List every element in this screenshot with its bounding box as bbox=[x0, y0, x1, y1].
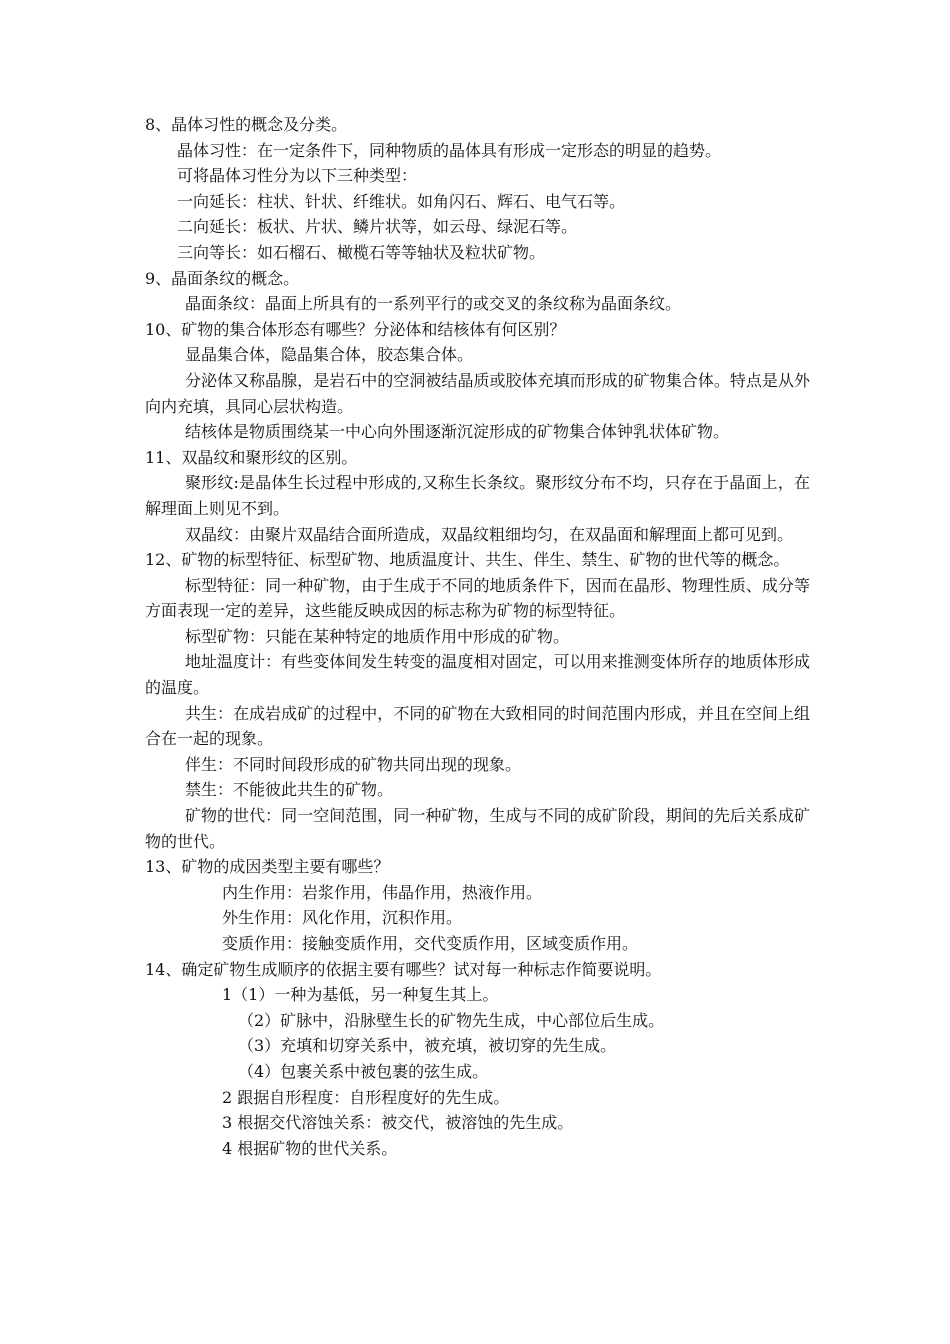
association: 伴生：不同时间段形成的矿物共同出现的现象。 bbox=[185, 754, 522, 774]
question-8-heading: 8、晶体习性的概念及分类。 bbox=[145, 115, 348, 134]
order-item-4: 4 根据矿物的世代关系。 bbox=[222, 1138, 398, 1158]
endogenic-process: 内生作用：岩浆作用，伟晶作用，热液作用。 bbox=[222, 882, 543, 902]
incompatible: 禁生：不能彼此共生的矿物。 bbox=[185, 780, 394, 800]
geothermometer: 地址温度计：有些变体间发生转变的温度相对固定，可以用来推测变体所存的地质体形成的温度。 bbox=[145, 652, 810, 698]
question-11-heading: 11、双晶纹和聚形纹的区别。 bbox=[145, 447, 358, 467]
nodule-definition: 结核体是物质围绕某一中心向外围逐渐沉淀形成的矿物集合体钟乳状体矿物。 bbox=[185, 422, 730, 442]
twin-striation: 双晶纹：由聚片双晶结合面所造成，双晶纹粗细均匀，在双晶面和解理面上都可见到。 bbox=[185, 524, 794, 544]
mineral-generation: 矿物的世代：同一空间范围，同一种矿物，生成与不同的成矿阶段，期间的先后关系成矿物的世代。 bbox=[145, 806, 810, 851]
typomorphic-feature: 标型特征：同一种矿物，由于生成于不同的地质条件下，因而在晶形、物理性质、成分等方面表现一定的差异，这些能反映成因的标志称为矿物的标型特征。 bbox=[145, 575, 810, 621]
question-12-heading: 12、矿物的标型特征、标型矿物、地质温度计、共生、伴生、禁生、矿物的世代等的概念。 bbox=[145, 550, 790, 570]
aggregate-types: 显晶集合体，隐晶集合体，胶态集合体。 bbox=[185, 345, 474, 365]
exogenic-process: 外生作用：风化作用，沉积作用。 bbox=[222, 908, 463, 928]
habit-type-1d: 一向延长：柱状、针状、纤维状。如角闪石、辉石、电气石等。 bbox=[177, 191, 626, 211]
order-item-1-3: （3）充填和切穿关系中，被充填，被切穿的先生成。 bbox=[238, 1036, 617, 1056]
metamorphic-process: 变质作用：接触变质作用，交代变质作用，区域变质作用。 bbox=[222, 934, 639, 953]
question-9-heading: 9、晶面条纹的概念。 bbox=[145, 268, 300, 288]
habit-type-2d: 二向延长：板状、片状、鳞片状等，如云母、绿泥石等。 bbox=[177, 217, 578, 237]
question-10-heading: 10、矿物的集合体形态有哪些？分泌体和结核体有何区别？ bbox=[145, 319, 566, 339]
secretion-definition: 分泌体又称晶腺，是岩石中的空洞被结晶质或胶体充填而形成的矿物集合体。特点是从外向内充填，具同心层状构造。 bbox=[145, 370, 810, 416]
question-14-heading: 14、确定矿物生成顺序的依据主要有哪些？试对每一种标志作简要说明。 bbox=[145, 959, 662, 979]
crystal-striation-definition: 晶面条纹：晶面上所具有的一系列平行的或交叉的条纹称为晶面条纹。 bbox=[185, 294, 682, 314]
typomorphic-mineral: 标型矿物：只能在某种特定的地质作用中形成的矿物。 bbox=[185, 626, 570, 646]
habit-type-3d: 三向等长：如石榴石、橄榄石等等轴状及粒状矿物。 bbox=[177, 242, 546, 262]
order-item-1-2: （2）矿脉中，沿脉壁生长的矿物先生成，中心部位后生成。 bbox=[238, 1010, 665, 1030]
paragenesis: 共生：在成岩成矿的过程中，不同的矿物在大致相同的时间范围内形成，并且在空间上组合在一起的现象。 bbox=[145, 703, 810, 749]
crystal-habit-types-intro: 可将晶体习性分为以下三种类型： bbox=[177, 166, 418, 186]
order-item-2: 2 跟据自形程度：自形程度好的先生成。 bbox=[222, 1087, 510, 1107]
question-13-heading: 13、矿物的成因类型主要有哪些？ bbox=[145, 857, 390, 877]
order-item-1-1: 1（1）一种为基低，另一种复生其上。 bbox=[222, 985, 499, 1005]
document-body bbox=[145, 112, 810, 1161]
crystal-habit-definition: 晶体习性：在一定条件下，同种物质的晶体具有形成一定形态的明显的趋势。 bbox=[177, 140, 722, 160]
order-item-1-4: （4）包裹关系中被包裹的弦生成。 bbox=[238, 1061, 489, 1081]
order-item-3: 3 根据交代溶蚀关系：被交代，被溶蚀的先生成。 bbox=[222, 1113, 574, 1133]
combination-striation: 聚形纹:是晶体生长过程中形成的,又称生长条纹。聚形纹分布不均，只存在于晶面上，在解理面上则见不到。 bbox=[145, 473, 810, 518]
